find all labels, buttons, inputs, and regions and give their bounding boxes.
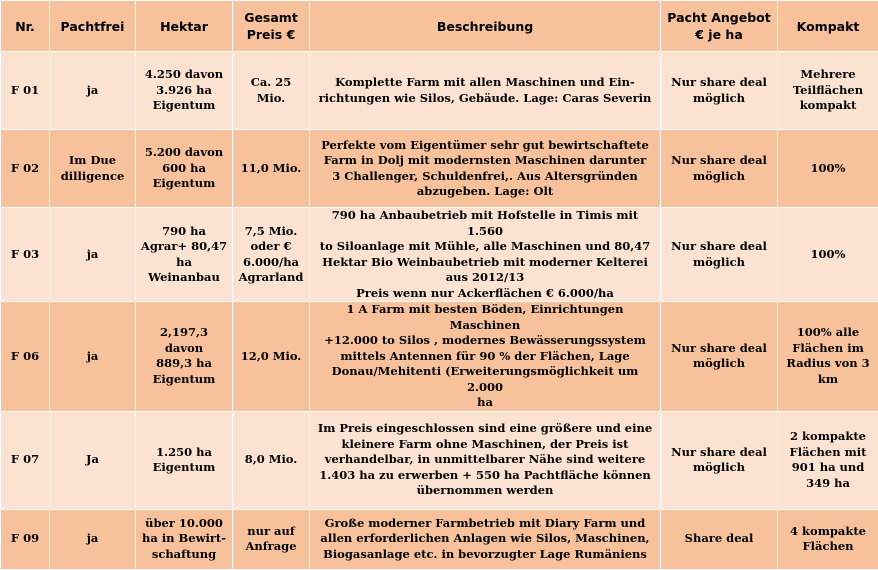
cell-nr: F 06 (1, 302, 50, 412)
cell-preis: nur auf Anfrage (233, 509, 310, 569)
cell-pachtfrei: ja (50, 52, 136, 130)
cell-kompakt: 100% (778, 130, 878, 208)
cell-nr: F 01 (1, 52, 50, 130)
cell-hektar: 4.250 davon 3.926 ha Eigentum (136, 52, 233, 130)
header-kompakt: Kompakt (778, 1, 878, 52)
cell-hektar: 1.250 ha Eigentum (136, 411, 233, 509)
table-row (1, 509, 878, 569)
cell-preis: Ca. 25 Mio. (233, 52, 310, 130)
cell-pachtfrei: ja (50, 208, 136, 302)
table-row (1, 52, 878, 130)
cell-beschreibung: Im Preis eingeschlossen sind eine größere und eine kleinere Farm ohne Maschinen, der Preis ist verhandelbar, in unmittelbarer Nähe sind weitere 1.403 ha zu erwerben + 550 ha Pachtfläche können übernommen werden (310, 411, 661, 509)
cell-beschreibung: 1 A Farm mit besten Böden, Einrichtungen Maschinen +12.000 to Silos , modernes Bewässerungssystem mittels Antennen für 90 % der Flächen, Lage Donau/Mehitenti (Erweiterungsmöglichkeit um 2.000 ha (310, 302, 661, 412)
cell-nr: F 02 (1, 130, 50, 208)
header-beschreibung: Beschreibung (310, 1, 661, 52)
cell-preis: 7,5 Mio. oder € 6.000/ha Agrarland (233, 208, 310, 302)
cell-kompakt: 2 kompakte Flächen mit 901 ha und 349 ha (778, 411, 878, 509)
cell-nr: F 07 (1, 411, 50, 509)
table-row (1, 130, 878, 208)
table-row (1, 208, 878, 302)
cell-pacht: Nur share deal möglich (661, 130, 778, 208)
cell-hektar: 5.200 davon 600 ha Eigentum (136, 130, 233, 208)
cell-pacht: Nur share deal möglich (661, 302, 778, 412)
cell-pachtfrei: Ja (50, 411, 136, 509)
header-row (1, 1, 878, 52)
cell-pacht: Nur share deal möglich (661, 411, 778, 509)
header-hektar: Hektar (136, 1, 233, 52)
header-nr: Nr. (1, 1, 50, 52)
cell-beschreibung: 790 ha Anbaubetrieb mit Hofstelle in Timis mit 1.560 to Siloanlage mit Mühle, alle Maschinen und 80,47 Hektar Bio Weinbaubetrieb mit moderner Kelterei aus 2012/13 Preis wenn nur Ackerflächen € 6.000/ha (310, 208, 661, 302)
header-pacht-angebot: Pacht Angebot € je ha (661, 1, 778, 52)
table-row (1, 302, 878, 412)
cell-nr: F 09 (1, 509, 50, 569)
cell-pachtfrei: Im Due dilligence (50, 130, 136, 208)
cell-kompakt: 100% (778, 208, 878, 302)
cell-nr: F 03 (1, 208, 50, 302)
cell-beschreibung: Perfekte vom Eigentümer sehr gut bewirtschaftete Farm in Dolj mit modernsten Maschinen darunter 3 Challenger, Schuldenfrei,. Aus Altersgründen abzugeben. Lage: Olt (310, 130, 661, 208)
cell-kompakt: Mehrere Teilflächen kompakt (778, 52, 878, 130)
cell-hektar: 790 ha Agrar+ 80,47 ha Weinanbau (136, 208, 233, 302)
header-gesamt-preis: Gesamt Preis € (233, 1, 310, 52)
cell-kompakt: 100% alle Flächen im Radius von 3 km (778, 302, 878, 412)
cell-pachtfrei: ja (50, 509, 136, 569)
cell-beschreibung: Komplette Farm mit allen Maschinen und Ein- richtungen wie Silos, Gebäude. Lage: Caras Severin (310, 52, 661, 130)
table-row (1, 411, 878, 509)
cell-preis: 8,0 Mio. (233, 411, 310, 509)
cell-pacht: Share deal (661, 509, 778, 569)
cell-beschreibung: Große moderner Farmbetrieb mit Diary Farm und allen erforderlichen Anlagen wie Silos, Maschinen, Biogasanlage etc. in bevorzugter Lage Rumäniens (310, 509, 661, 569)
cell-pacht: Nur share deal möglich (661, 52, 778, 130)
cell-pacht: Nur share deal möglich (661, 208, 778, 302)
cell-preis: 12,0 Mio. (233, 302, 310, 412)
cell-pachtfrei: ja (50, 302, 136, 412)
cell-hektar: 2,197,3 davon 889,3 ha Eigentum (136, 302, 233, 412)
cell-hektar: über 10.000 ha in Bewirt- schaftung (136, 509, 233, 569)
header-pachtfrei: Pachtfrei (50, 1, 136, 52)
cell-kompakt: 4 kompakte Flächen (778, 509, 878, 569)
cell-preis: 11,0 Mio. (233, 130, 310, 208)
